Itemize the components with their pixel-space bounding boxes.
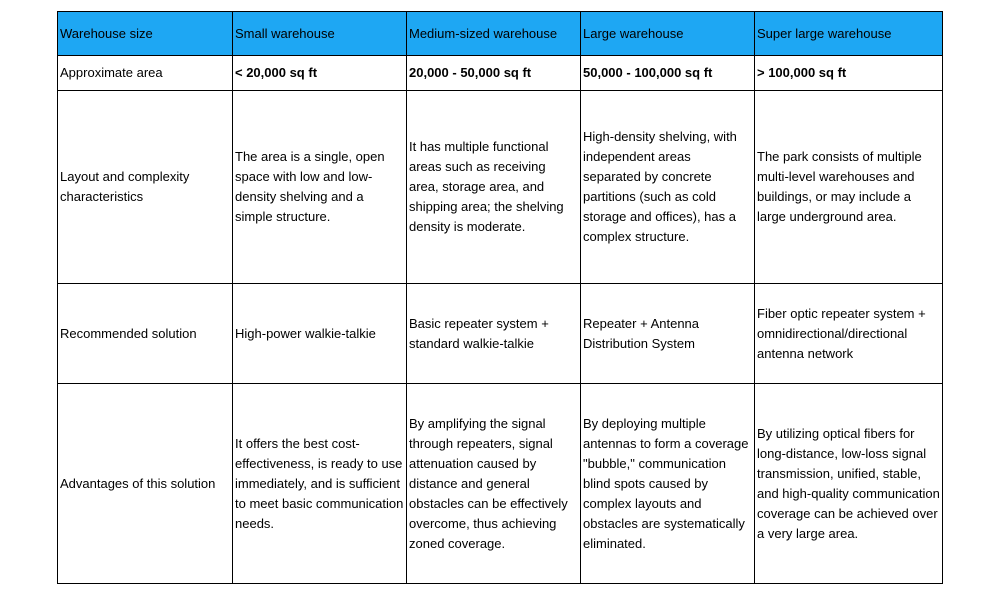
header-cell-medium: Medium-sized warehouse — [407, 12, 581, 56]
header-cell-large: Large warehouse — [581, 12, 755, 56]
cell-area-medium: 20,000 - 50,000 sq ft — [407, 56, 581, 91]
cell-solution-medium: Basic repeater system + standard walkie-talkie — [407, 284, 581, 384]
warehouse-comparison-table — [57, 11, 943, 584]
row-label-solution: Recommended solution — [58, 284, 233, 384]
cell-solution-super-large: Fiber optic repeater system + omnidirectional/directional antenna network — [755, 284, 943, 384]
cell-solution-large: Repeater + Antenna Distribution System — [581, 284, 755, 384]
cell-area-large: 50,000 - 100,000 sq ft — [581, 56, 755, 91]
cell-solution-small: High-power walkie-talkie — [233, 284, 407, 384]
cell-area-small: < 20,000 sq ft — [233, 56, 407, 91]
header-cell-super-large: Super large warehouse — [755, 12, 943, 56]
row-label-area: Approximate area — [58, 56, 233, 91]
cell-layout-super-large: The park consists of multiple multi-level warehouses and buildings, or may include a large underground area. — [755, 91, 943, 284]
comparison-table-wrapper — [57, 11, 943, 584]
cell-area-super-large: > 100,000 sq ft — [755, 56, 943, 91]
header-cell-small: Small warehouse — [233, 12, 407, 56]
cell-advantages-medium: By amplifying the signal through repeaters, signal attenuation caused by distance and general obstacles can be effectively overcome, thus achieving zoned coverage. — [407, 384, 581, 584]
table-header-row — [58, 12, 943, 56]
table-row-layout — [58, 91, 943, 284]
table-row-solution — [58, 284, 943, 384]
cell-layout-medium: It has multiple functional areas such as receiving area, storage area, and shipping area; the shelving density is moderate. — [407, 91, 581, 284]
table-row-advantages — [58, 384, 943, 584]
cell-advantages-super-large: By utilizing optical fibers for long-distance, low-loss signal transmission, unified, stable, and high-quality communication coverage can be achieved over a very large area. — [755, 384, 943, 584]
cell-advantages-large: By deploying multiple antennas to form a coverage "bubble," communication blind spots caused by complex layouts and obstacles are systematically eliminated. — [581, 384, 755, 584]
row-label-layout: Layout and complexity characteristics — [58, 91, 233, 284]
cell-layout-large: High-density shelving, with independent areas separated by concrete partitions (such as cold storage and offices), has a complex structure. — [581, 91, 755, 284]
row-label-advantages: Advantages of this solution — [58, 384, 233, 584]
header-cell-warehouse-size: Warehouse size — [58, 12, 233, 56]
table-row-area — [58, 56, 943, 91]
cell-layout-small: The area is a single, open space with low and low-density shelving and a simple structure. — [233, 91, 407, 284]
cell-advantages-small: It offers the best cost-effectiveness, is ready to use immediately, and is sufficient to meet basic communication needs. — [233, 384, 407, 584]
